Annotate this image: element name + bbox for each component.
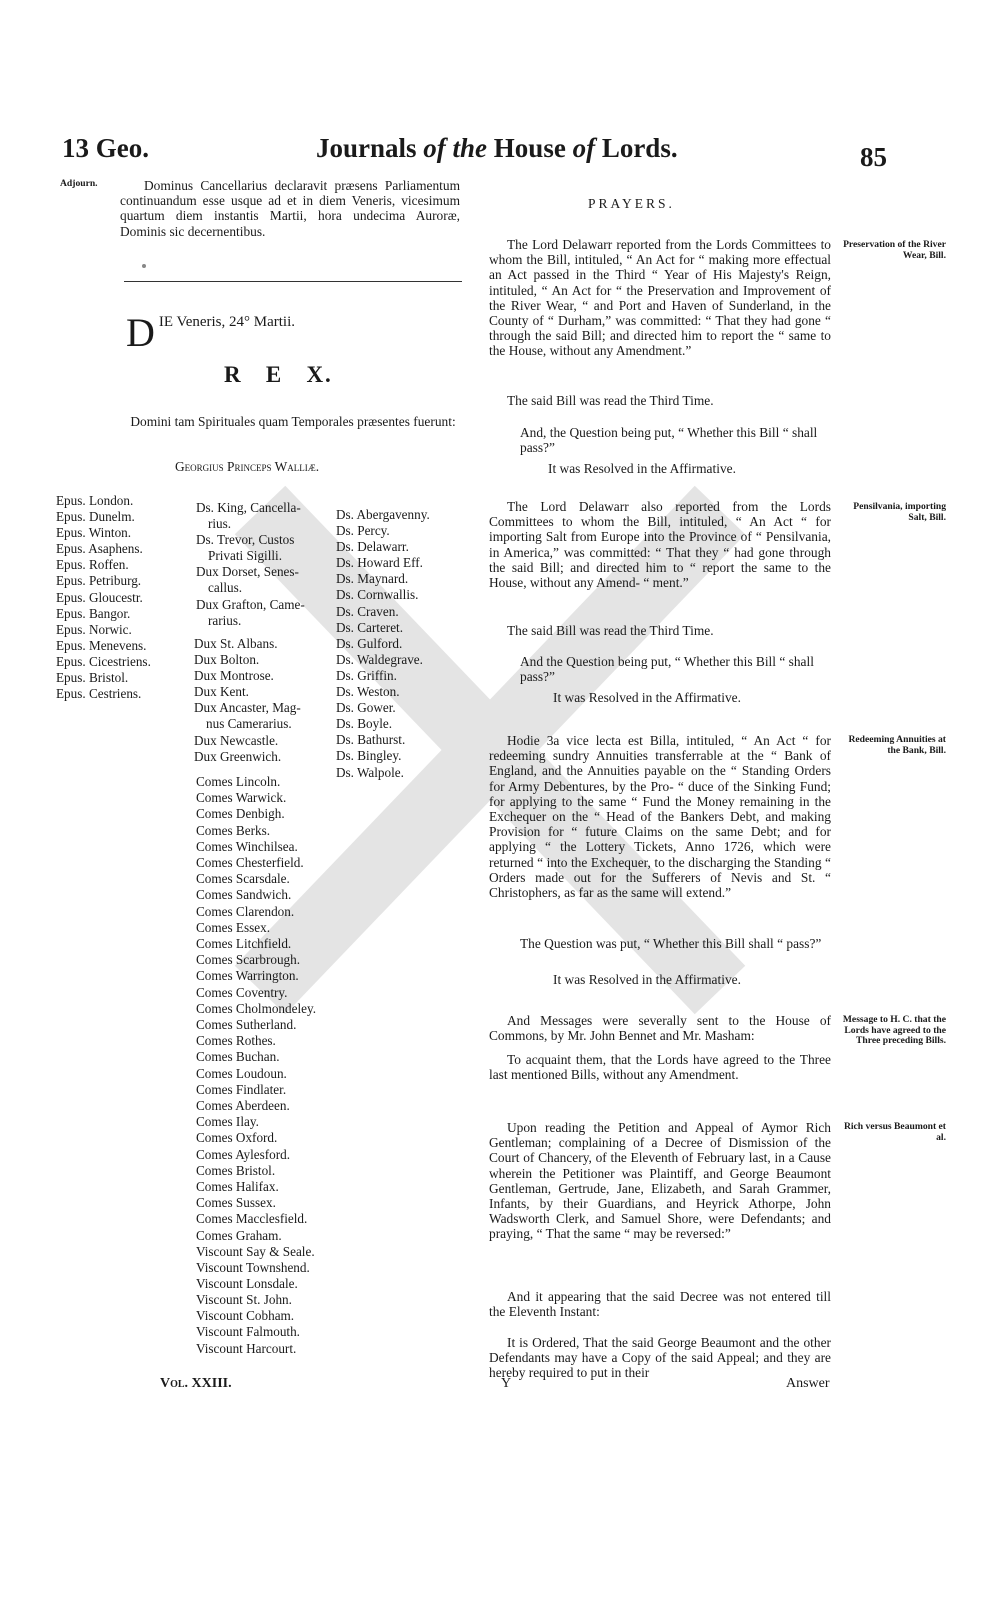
catchword: Answer [786, 1376, 830, 1391]
list-item: Comes Bristol. [196, 1162, 276, 1178]
list-item: rarius. [208, 612, 242, 628]
margin-note-annuities: Redeeming Annuities at the Bank, Bill. [848, 734, 946, 756]
list-item: Ds. King, Cancella- [196, 500, 301, 515]
wear-resolved: It was Resolved in the Affirmative. [548, 461, 736, 476]
adjourn-paragraph: Dominus Cancellarius declaravit præsens Parliamentum continuandum esse usque ad et in diem Veneris, vicesimum quartum diem instantis Martii, hora undecima Auroræ, Dominis sic decernentibus. [120, 178, 460, 239]
stray-dot [142, 264, 146, 268]
list-item: Comes Lincoln. [196, 774, 281, 789]
appearing-paragraph: And it appearing that the said Decree was not entered till the Eleventh Instant: [489, 1289, 831, 1320]
list-item: Comes Berks. [196, 822, 270, 838]
list-item: Epus. Bangor. [56, 605, 131, 621]
list-item: Epus. Cicestriens. [56, 653, 151, 669]
wear-third-reading: The said Bill was read the Third Time. [507, 393, 714, 408]
rex-heading: R E X. [224, 362, 333, 387]
list-item: Privati Sigilli. [208, 548, 283, 564]
title-the: the [452, 133, 488, 163]
list-item: Comes Warwick. [196, 790, 287, 806]
list-item: Dux Dorset, Senes- [196, 564, 299, 580]
journal-title [316, 133, 678, 164]
list-item: nus Camerarius. [206, 716, 292, 732]
list-item: Comes Graham. [196, 1227, 282, 1243]
bishops-list [56, 493, 151, 702]
list-item: Ds. Bingley. [336, 748, 402, 764]
annuities-bill-reading: Hodie 3a vice lecta est Billa, intituled, “ An Act “ for redeeming sundry Annuities transferrable at the “ Bank of England, and the Annuities payable on the “ Standing Orders for Army Debentures, by the Pro- “ duce of the Sinking Fund; for applying to the same “ Fund the Money remaining in the Exchequer on the “ Head of the Bankers Debt, and making Provision for “ future Claims on the same Debt; and for applying “ the Lottery Tickets, Anno 1726, which were returned “ into the Exchequer, to the discharging the Standing “ Orders made out for the Sufferers of Nevis and St. “ Christophers, as far as the same will extend.” [489, 733, 831, 901]
salt-third-reading: The said Bill was read the Third Time. [507, 623, 714, 638]
list-item: Dux Montrose. [194, 668, 274, 684]
list-item: Comes Sussex. [196, 1195, 276, 1211]
list-item: Dux Ancaster, Mag- [194, 700, 301, 716]
list-item: Epus. Roffen. [56, 557, 129, 573]
volume-footer: Vol. XXIII. [160, 1376, 232, 1391]
list-item: Viscount Say & Seale. [196, 1244, 315, 1259]
petition-paragraph: Upon reading the Petition and Appeal of Aymor Rich Gentleman; complaining of a Decree of Dismission of the Court of Chancery, of the Eleventh of February last, in a Cause wherein the Petitioner was Plaintiff, and George Beaumont Gentleman, Gertrude, Jane, Elizabeth, and Sarah Grammer, Infants, by their Guardians, and Heyrick Athorpe, John Wadsworth Clerk, and Samuel Shore, were Defendants; and praying, “ That the same “ may be reversed:” [489, 1120, 831, 1242]
page-number: 85 [860, 142, 887, 172]
list-item: Ds. Delawarr. [336, 539, 409, 555]
margin-note-wear: Preservation of the River Wear, Bill. [843, 239, 946, 261]
title-lords: Lords. [601, 133, 678, 163]
prince-line: Georgius Princeps Walliæ. [175, 459, 320, 474]
list-item: Comes Denbigh. [196, 806, 285, 822]
list-item: Comes Ilay. [196, 1114, 259, 1130]
title-house: House [493, 133, 566, 163]
annuities-question: The Question was put, “ Whether this Bill shall “ pass?” [520, 936, 822, 951]
list-item: Viscount Lonsdale. [196, 1276, 298, 1292]
annuities-resolved: It was Resolved in the Affirmative. [553, 972, 741, 987]
list-item: Dux St. Albans. [194, 636, 278, 651]
acquaint-paragraph: To acquaint them, that the Lords have agreed to the Three last mentioned Bills, without any Amendment. [489, 1052, 831, 1083]
dukes-list [194, 636, 301, 765]
list-item: Epus. Cestriens. [56, 686, 142, 702]
list-item: Dux Bolton. [194, 652, 260, 668]
title-of: of [423, 133, 446, 163]
list-item: Ds. Walpole. [336, 764, 404, 780]
margin-note-adjourn: Adjourn. [60, 178, 98, 189]
date-text: IE Veneris, 24° Martii. [158, 314, 296, 330]
list-item: Viscount Townshend. [196, 1260, 310, 1276]
list-item: rius. [208, 516, 232, 532]
salt-bill-report: The Lord Delawarr also reported from the Lords Committees to whom the Bill, intituled, “ An Act “ for importing Salt from Europe into the Province of “ Pensilvania, in America,” was committed: “ That they “ had gone through the said Bill; and directed him to “ report the same to the House, without any Amend- “ ment.” [489, 499, 831, 591]
signature-mark: Y [501, 1376, 512, 1391]
date-drop-cap: D [126, 310, 155, 355]
list-item: Viscount Harcourt. [196, 1340, 297, 1356]
list-item: Ds. Waldegrave. [336, 651, 423, 667]
list-item: Comes Macclesfield. [196, 1211, 308, 1227]
list-item: callus. [208, 580, 243, 596]
list-item: Comes Sutherland. [196, 1017, 297, 1033]
list-item: Comes Scarsdale. [196, 871, 290, 887]
list-item: Epus. Gloucestr. [56, 589, 143, 605]
salt-question: And the Question being put, “ Whether this Bill “ shall pass?” [520, 654, 814, 685]
list-item: Ds. Gulford. [336, 635, 403, 651]
list-item: Ds. Percy. [336, 523, 390, 539]
barons-list [336, 507, 430, 781]
list-item: Viscount Falmouth. [196, 1324, 300, 1340]
title-of-2: of [572, 133, 596, 163]
list-item: Epus. Norwic. [56, 621, 132, 637]
list-item: Ds. Carteret. [336, 619, 404, 635]
ordered-paragraph: It is Ordered, That the said George Beaumont and the other Defendants may have a Copy of the said Appeal; and they are hereby required to put in their [489, 1335, 831, 1381]
list-item: Ds. Trevor, Custos [196, 532, 295, 548]
list-item: Ds. Gower. [336, 700, 396, 716]
list-item: Comes Clarendon. [196, 903, 295, 919]
title-journals: Journals [316, 133, 417, 163]
list-item: Ds. Boyle. [336, 716, 393, 732]
list-item: Ds. Griffin. [336, 667, 397, 683]
list-item: Comes Buchan. [196, 1049, 280, 1065]
list-item: Comes Scarbrough. [196, 952, 301, 968]
list-item: Viscount St. John. [196, 1292, 292, 1308]
list-item: Comes Halifax. [196, 1179, 279, 1195]
date-heading [126, 310, 296, 355]
session-heading: 13 Geo. [62, 133, 149, 163]
section-rule [124, 281, 462, 282]
list-item: Comes Essex. [196, 919, 270, 935]
list-item: Ds. Weston. [336, 684, 400, 700]
list-item: Ds. Craven. [336, 603, 399, 619]
list-item: Epus. Dunelm. [56, 509, 135, 525]
list-item: Epus. Asaphens. [56, 541, 143, 557]
message-paragraph: And Messages were severally sent to the House of Commons, by Mr. John Bennet and Mr. Masham: [489, 1013, 831, 1044]
list-item: Epus. Petriburg. [56, 573, 142, 589]
list-item: Comes Findlater. [196, 1081, 287, 1097]
officers-list [196, 500, 305, 629]
list-item: Dux Greenwich. [194, 748, 282, 764]
list-item: Viscount Cobham. [196, 1308, 295, 1324]
wear-question: And, the Question being put, “ Whether this Bill “ shall pass?” [520, 425, 818, 456]
list-item: Epus. Bristol. [56, 670, 129, 686]
prayers-heading: PRAYERS. [588, 196, 675, 211]
list-item: Comes Winchilsea. [196, 838, 298, 854]
list-item: Ds. Howard Eff. [336, 555, 423, 571]
list-item: Dux Newcastle. [194, 732, 279, 748]
list-item: Comes Aylesford. [196, 1146, 291, 1162]
list-item: Epus. Winton. [56, 525, 132, 541]
list-item: Epus. London. [56, 493, 134, 508]
list-item: Ds. Bathurst. [336, 732, 406, 748]
wear-bill-report: The Lord Delawarr reported from the Lords Committees to whom the Bill, intituled, “ An Act for “ making more effectual an Act passed in the Third “ Year of His Majesty's Reign, intituled, “ An Act for “ the Preservation and Improvement of the River Wear, “ and Port and Haven of Sunderland, in the County of “ Durham,” was committed: “ That they had gone “ through the said Bill; and directed him to report the “ same to the House, without any Amendment.” [489, 237, 831, 359]
viscounts-list [196, 1244, 315, 1357]
present-line: Domini tam Spirituales quam Temporales præsentes fuerunt: [130, 414, 456, 429]
list-item: Comes Rothes. [196, 1033, 276, 1049]
list-item: Comes Oxford. [196, 1130, 278, 1146]
salt-resolved: It was Resolved in the Affirmative. [553, 690, 741, 705]
list-item: Comes Chesterfield. [196, 855, 304, 871]
list-item: Comes Sandwich. [196, 887, 292, 903]
earls-list [196, 774, 316, 1244]
list-item: Dux Kent. [194, 684, 249, 700]
margin-note-message: Message to H. C. that the Lords have agreed to the Three preceding Bills. [842, 1014, 946, 1047]
margin-note-rich: Rich versus Beaumont et al. [843, 1121, 946, 1143]
list-item: Epus. Menevens. [56, 637, 147, 653]
list-item: Ds. Cornwallis. [336, 587, 419, 603]
list-item: Comes Coventry. [196, 984, 288, 1000]
list-item: Comes Cholmondeley. [196, 1000, 317, 1016]
list-item: Comes Aberdeen. [196, 1098, 290, 1114]
list-item: Comes Warrington. [196, 968, 299, 984]
list-item: Ds. Abergavenny. [336, 507, 430, 522]
list-item: Comes Litchfield. [196, 936, 292, 952]
list-item: Ds. Maynard. [336, 571, 409, 587]
list-item: Comes Loudoun. [196, 1065, 287, 1081]
margin-note-salt: Pensilvania, importing Salt, Bill. [853, 501, 946, 523]
list-item: Dux Grafton, Came- [196, 596, 305, 612]
